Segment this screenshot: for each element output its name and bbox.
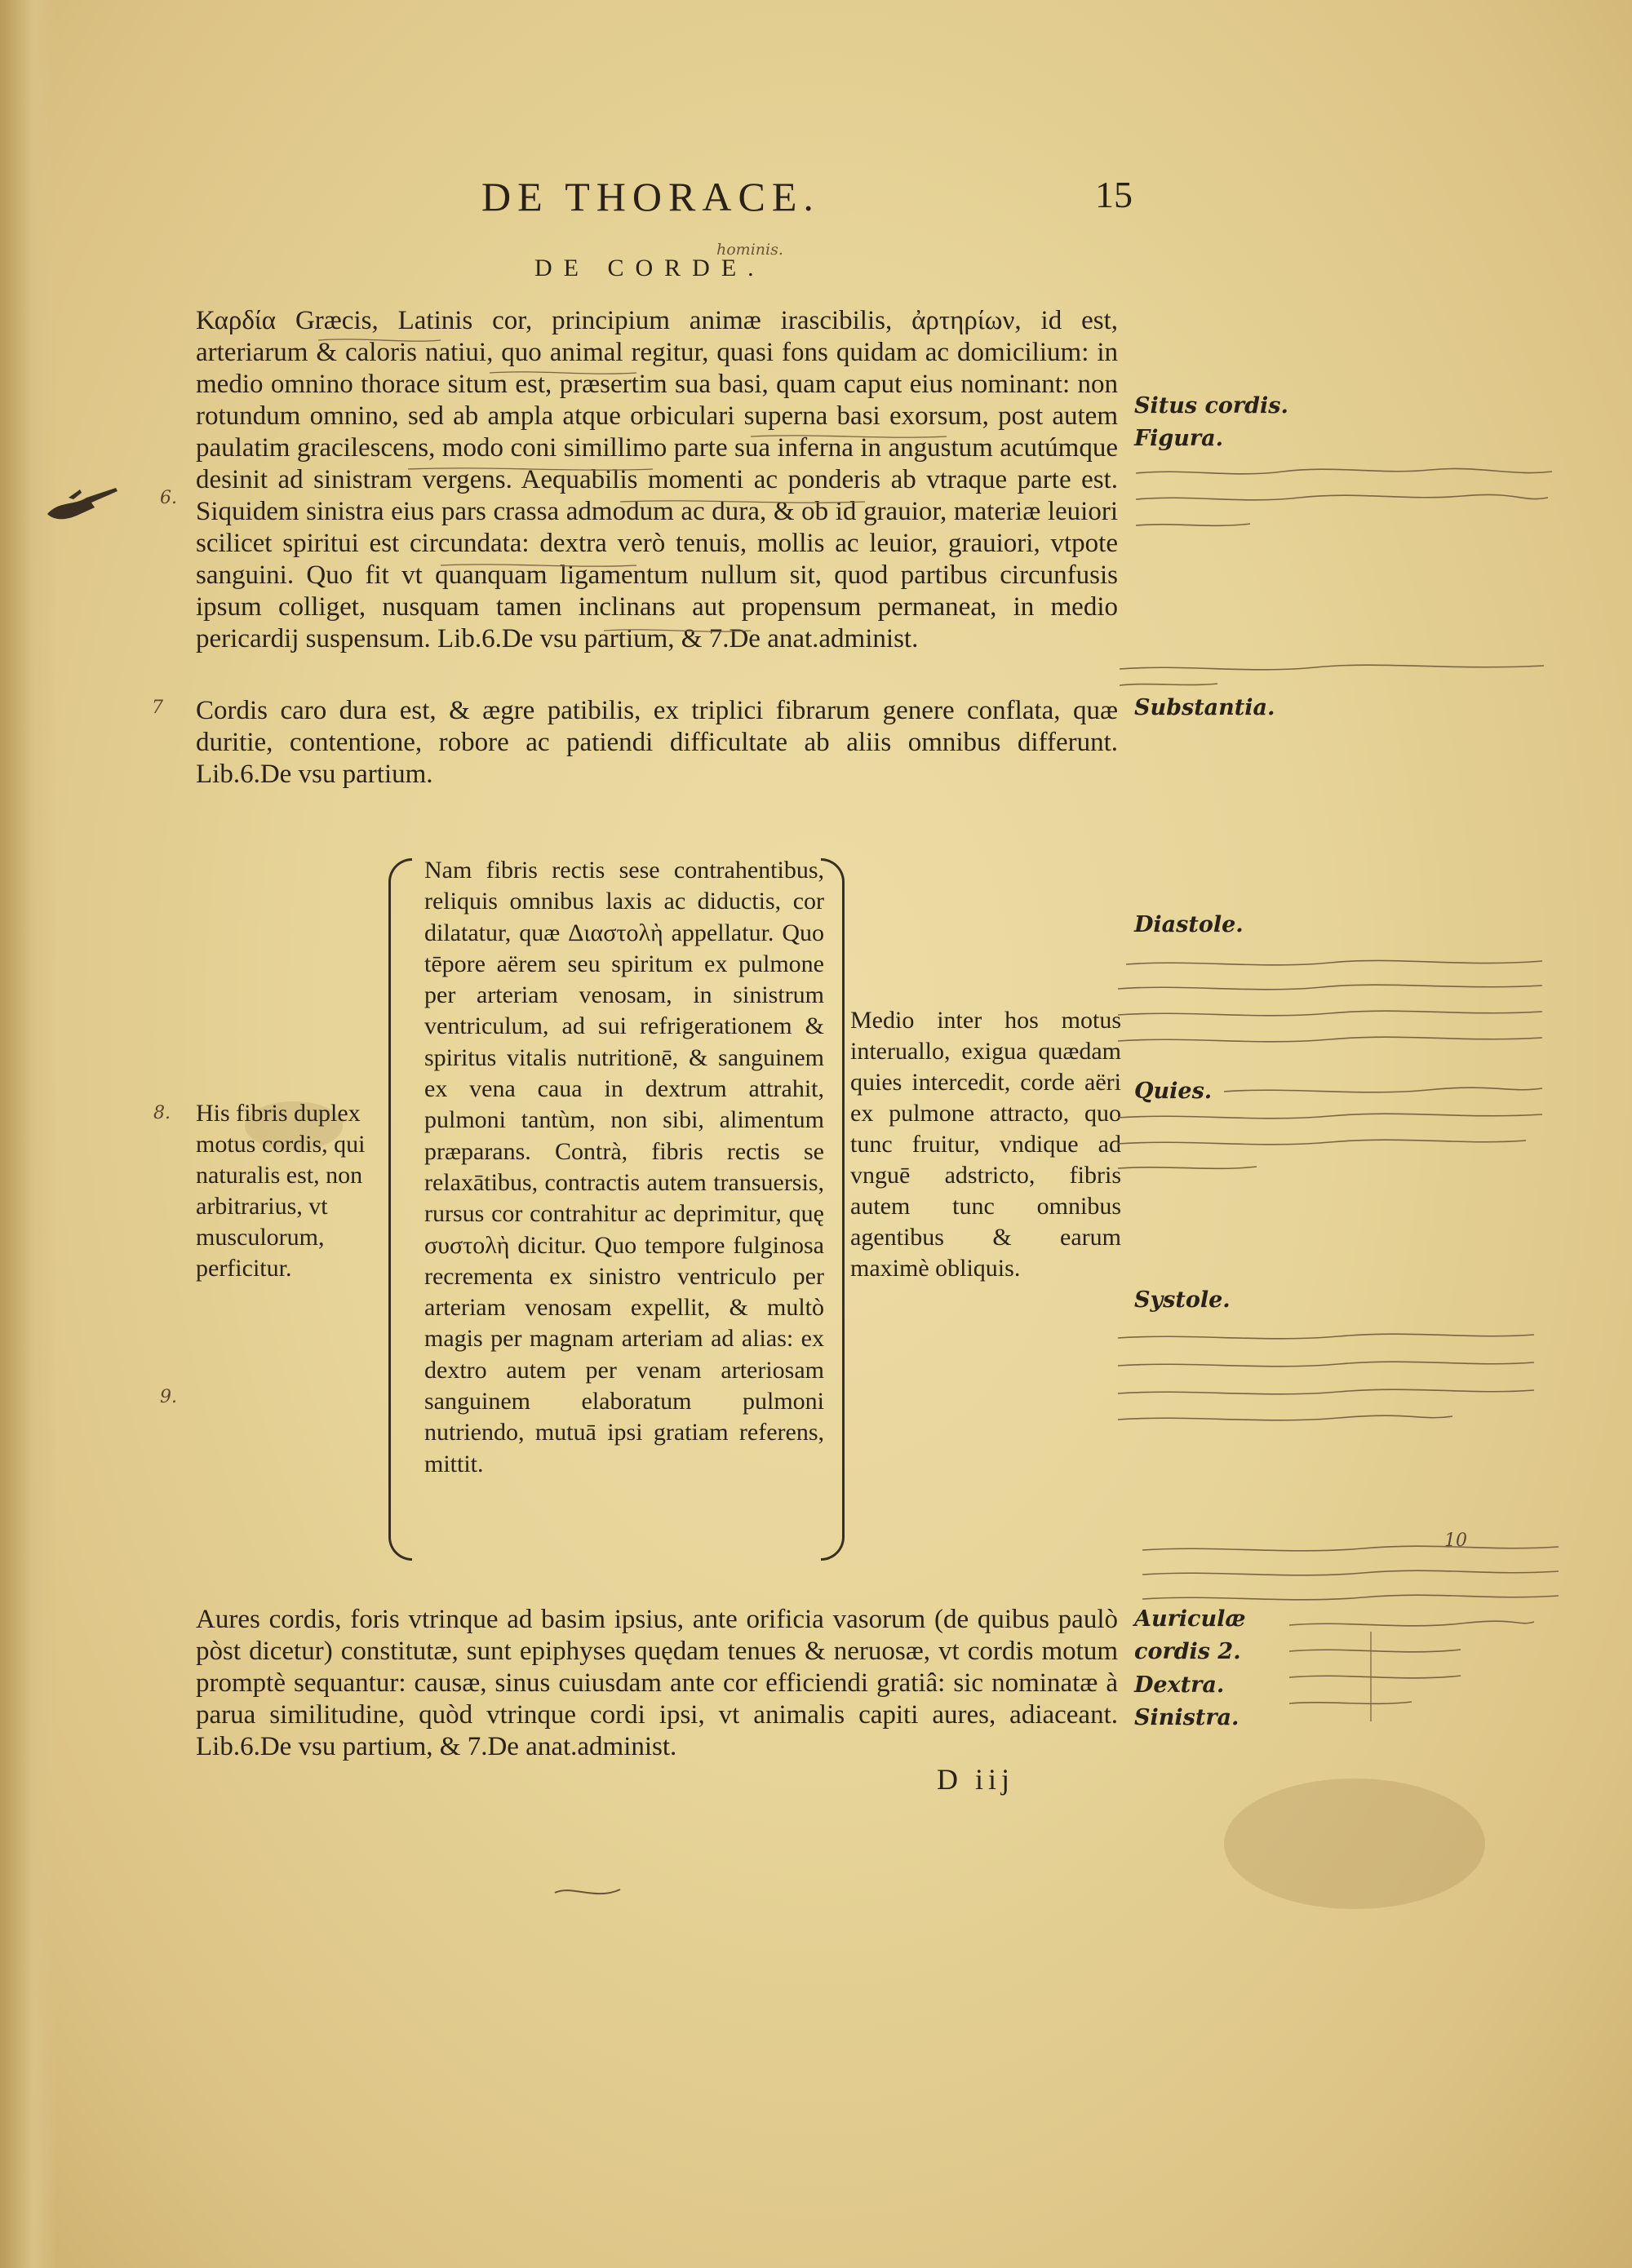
side-heading-figura: Figura. bbox=[1134, 426, 1224, 451]
paragraph-cor-definition: Καρδία Græcis, Latinis cor, principium animæ irascibilis, ἀρτηρίων, id est, arteriarum & caloris natiui, quo animal regitur, quasi fons quidam ac domicilium: in medio omnino thorace situm est, præsertim sua basi, quam caput eius nominant: non rotundum omnino, sed ab ampla atque orbiculari superna basi exorsum, post autem paulatim gracilescens, modo coni simillimo parte sua inferna in angustum acutúmque desinit ad sinistram vergens. Aequabilis momenti ac ponderis ab vtraque parte est. Siquidem sinistra eius pars crassa admodum ac dura, & ob id grauior, materiæ leuiori scilicet spiritui est circundata: dextra verò tenuis, mollis ac leuior, grauiori, vtpote sanguini. Quo fit vt quanquam ligamentum nullum sit, quod partibus circunfusis ipsum colliget, nusquam tamen inclinans aut propensum permaneat, in medio pericardij suspensum. Lib.6.De vsu partium, & 7.De anat.administ. bbox=[196, 306, 1118, 653]
handwritten-marginal-note bbox=[1136, 457, 1560, 555]
page-gutter-shadow bbox=[0, 0, 57, 2268]
side-heading-systole: Systole. bbox=[1134, 1287, 1231, 1313]
side-heading-dextra: Dextra. bbox=[1134, 1672, 1225, 1698]
column-quies: Medio inter hos motus interuallo, exigua quædam quies intercedit, corde aëri ex pulmone attracto, quo tunc fruitur, vndique ad vnguē adstricto, fibris autem tunc omnibus agentibus & earum maximè obliquis. bbox=[850, 1007, 1121, 1282]
margin-number: 6. bbox=[160, 488, 177, 508]
pointing-hand-icon bbox=[44, 483, 122, 524]
section-heading: DE CORDE. bbox=[534, 255, 765, 281]
margin-number: 10 bbox=[1444, 1530, 1467, 1551]
interlinear-glosses bbox=[196, 314, 1126, 706]
paragraph-aures-cordis: Aures cordis, foris vtrinque ad basim ipsius, ante orificia vasorum (de quibus paulò pòst dicetur) constitutæ, sunt epiphyses quędam tenues & neruosæ, vt cordis motum promptè sequantur: causæ, sinus cuiusdam ante cor efficiendi gratiâ: sic nominatæ à parua similitudine, quòd vtrinque cordi ipsi, vt animalis capiti aures, adiaceant. Lib.6.De vsu partium, & 7.De anat.administ. bbox=[196, 1605, 1118, 1761]
side-heading-situs: Situs cordis. bbox=[1134, 393, 1288, 419]
margin-number: 8. bbox=[153, 1103, 171, 1123]
handwritten-annotation: hominis. bbox=[716, 241, 783, 259]
column-motus-cordis: His fibris duplex motus cordis, qui naturalis est, non arbitrarius, vt musculorum, perficitur. bbox=[196, 1100, 366, 1282]
signature-mark: D iij bbox=[937, 1763, 1015, 1796]
handwritten-marginal-note bbox=[1120, 653, 1560, 693]
side-heading-auriculae: Auriculæ cordis 2. bbox=[1134, 1606, 1246, 1664]
handwritten-marginal-note bbox=[1110, 1313, 1559, 1452]
right-brace bbox=[821, 858, 845, 1561]
margin-number: 7 bbox=[152, 698, 163, 718]
column-diastole-systole: Nam fibris rectis sese contrahentibus, reliquis omnibus laxis ac diductis, cor dilatatur, quæ Διαστολὴ appellatur. Quo tēpore aërem seu spiritum ex pulmone per arteriam venosam, in sinistrum ventriculum, ad sui refrigerationem & spiritus vitalis nutritionē, & sanguinem ex vena caua in dextrum attrahit, pulmoni tantùm, non sibi, alimentum præparans. Contrà, fibris rectis se relaxātibus, contractis autem transuersis, rursus cor contrahitur ac deprimitur, quę συστολὴ dicitur. Quo tempore fulginosa recrementa ex sinistro ventriculo per arteriam venosam expellit, & multò magis per magnam arteriam ad alias: ex dextro autem per venam arteriosam sanguinem elaboratum pulmoni nutriendo, mutuā ipsi gratiam referens, mittit. bbox=[424, 857, 824, 1477]
running-head: DE THORACE. bbox=[481, 174, 820, 219]
handwritten-marginal-note bbox=[1118, 948, 1559, 1193]
side-heading-sinistra: Sinistra. bbox=[1134, 1705, 1240, 1730]
paragraph-cordis-caro: Cordis caro dura est, & ægre patibilis, ex triplici fibrarum genere conflata, quæ duritie, contentione, robore ac patiendi difficultate ab aliis omnibus differunt. Lib.6.De vsu partium. bbox=[196, 696, 1118, 789]
side-heading-quies: Quies. bbox=[1134, 1079, 1213, 1104]
side-heading-substantia: Substantia. bbox=[1134, 695, 1275, 720]
folio-number: 15 bbox=[1095, 174, 1133, 215]
paper-stain bbox=[1224, 1779, 1485, 1909]
ink-smudge bbox=[547, 1868, 645, 1917]
side-heading-diastole: Diastole. bbox=[1134, 912, 1244, 937]
left-brace bbox=[388, 858, 412, 1561]
margin-number: 9. bbox=[160, 1387, 177, 1407]
handwritten-marginal-note bbox=[1126, 1534, 1567, 1738]
